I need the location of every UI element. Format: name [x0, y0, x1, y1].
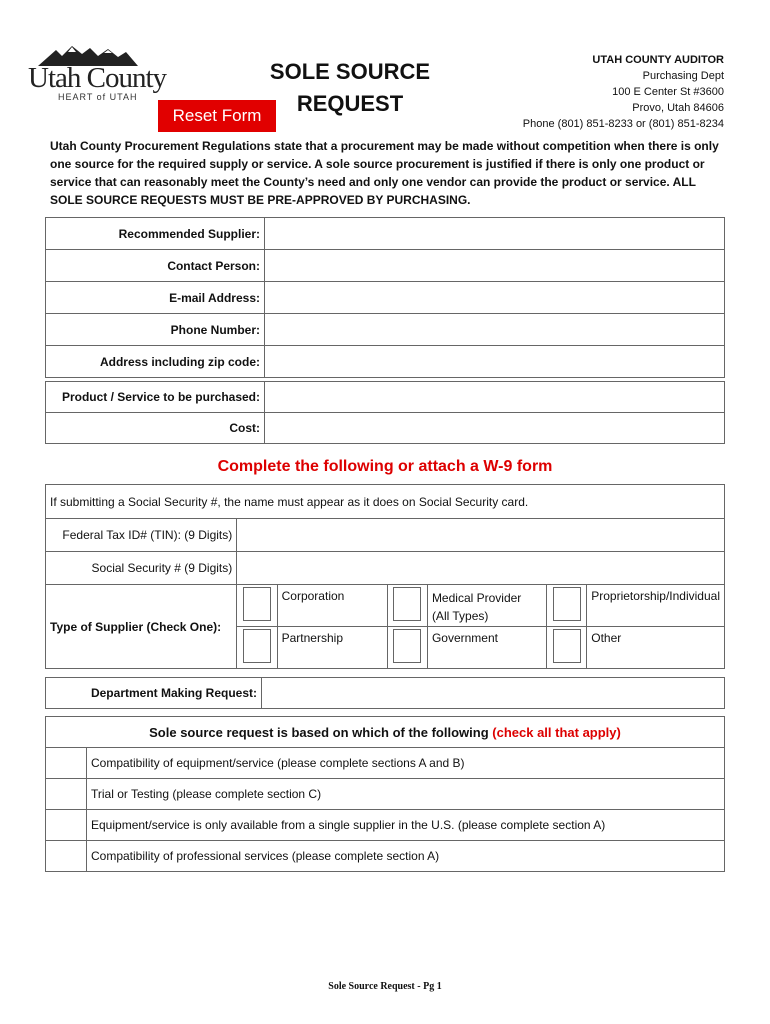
auditor-street: 100 E Center St #3600: [612, 86, 724, 98]
phone-label: Phone Number:: [46, 314, 265, 346]
intro-paragraph: Utah County Procurement Regulations state that a procurement may be made without competition when there is only one source for the required supply or service. A sole source procurement is justified if there is only one product or service that can reasonably meet the County’s need and only one vendor can provide the product or service. ALL SOLE SOURCE REQUESTS MUST BE PRE-APPROVED BY PURCHASING.: [50, 139, 719, 207]
auditor-dept: Purchasing Dept: [642, 70, 724, 82]
medical-provider-checkbox[interactable]: [393, 587, 421, 621]
government-checkbox[interactable]: [393, 629, 421, 663]
basis-option-3: Equipment/service is only available from a single supplier in the U.S. (please complete section A): [87, 810, 725, 841]
title-line-1: SOLE SOURCE: [269, 59, 431, 84]
contact-person-label: Contact Person:: [46, 250, 265, 282]
basis-checkbox-2[interactable]: [46, 779, 87, 810]
cost-label: Cost:: [46, 413, 265, 444]
supplier-table: [45, 217, 725, 378]
tin-input[interactable]: [237, 519, 725, 552]
government-checkbox-cell: [387, 627, 427, 669]
recommended-supplier-label: Recommended Supplier:: [46, 218, 265, 250]
recommended-supplier-input[interactable]: [265, 218, 725, 250]
address-input[interactable]: [265, 346, 725, 378]
w9-section-title: Complete the following or attach a W-9 form: [217, 458, 553, 475]
medical-label-line-2: (All Types): [431, 609, 489, 623]
corporation-label: Corporation: [277, 585, 387, 627]
basis-checkbox-1[interactable]: [46, 748, 87, 779]
product-service-label: Product / Service to be purchased:: [46, 382, 265, 413]
auditor-phone: Phone (801) 851-8233 or (801) 851-8234: [522, 118, 724, 130]
proprietorship-label: Proprietorship/Individual: [587, 585, 725, 627]
basis-checkbox-3[interactable]: [46, 810, 87, 841]
email-input[interactable]: [265, 282, 725, 314]
partnership-checkbox-cell: [237, 627, 277, 669]
product-service-input[interactable]: [265, 382, 725, 413]
basis-option-1: Compatibility of equipment/service (please complete sections A and B): [87, 748, 725, 779]
page-title: [250, 56, 450, 120]
department-label: Department Making Request:: [46, 678, 262, 709]
product-table: [45, 381, 725, 444]
auditor-city: Provo, Utah 84606: [632, 102, 724, 114]
medical-label-line-1: Medical Provider: [431, 591, 522, 605]
partnership-label: Partnership: [277, 627, 387, 669]
supplier-type-label: Type of Supplier (Check One):: [46, 585, 237, 669]
department-input[interactable]: [262, 678, 725, 709]
department-table: [45, 677, 725, 709]
phone-input[interactable]: [265, 314, 725, 346]
logo-tagline: HEART of UTAH: [58, 92, 138, 102]
cost-input[interactable]: [265, 413, 725, 444]
email-label: E-mail Address:: [46, 282, 265, 314]
ssn-label: Social Security # (9 Digits): [46, 552, 237, 585]
medical-checkbox-cell: [387, 585, 427, 627]
proprietorship-checkbox[interactable]: [553, 587, 581, 621]
basis-checkbox-4[interactable]: [46, 841, 87, 872]
address-label: Address including zip code:: [46, 346, 265, 378]
reset-form-button[interactable]: Reset Form: [158, 100, 276, 132]
tin-label: Federal Tax ID# (TIN): (9 Digits): [46, 519, 237, 552]
basis-table: [45, 716, 725, 872]
proprietorship-checkbox-cell: [546, 585, 586, 627]
corporation-checkbox-cell: [237, 585, 277, 627]
corporation-checkbox[interactable]: [243, 587, 271, 621]
logo-name: Utah County: [28, 62, 167, 94]
w9-table: [45, 484, 725, 669]
ssn-input[interactable]: [237, 552, 725, 585]
basis-option-2: Trial or Testing (please complete section C): [87, 779, 725, 810]
title-line-2: REQUEST: [296, 91, 404, 116]
basis-heading-note: (check all that apply): [492, 724, 621, 740]
basis-option-4: Compatibility of professional services (please complete section A): [87, 841, 725, 872]
basis-heading: [46, 717, 725, 748]
page-footer: Sole Source Request - Pg 1: [328, 981, 442, 992]
medical-provider-label: [427, 585, 546, 627]
contact-person-input[interactable]: [265, 250, 725, 282]
other-label: Other: [587, 627, 725, 669]
w9-note: If submitting a Social Security #, the name must appear as it does on Social Security card.: [46, 485, 725, 519]
other-checkbox[interactable]: [553, 629, 581, 663]
partnership-checkbox[interactable]: [243, 629, 271, 663]
auditor-name: UTAH COUNTY AUDITOR: [592, 54, 724, 66]
basis-heading-text: Sole source request is based on which of the following: [149, 724, 489, 740]
auditor-address: [523, 52, 724, 132]
government-label: Government: [427, 627, 546, 669]
other-checkbox-cell: [546, 627, 586, 669]
